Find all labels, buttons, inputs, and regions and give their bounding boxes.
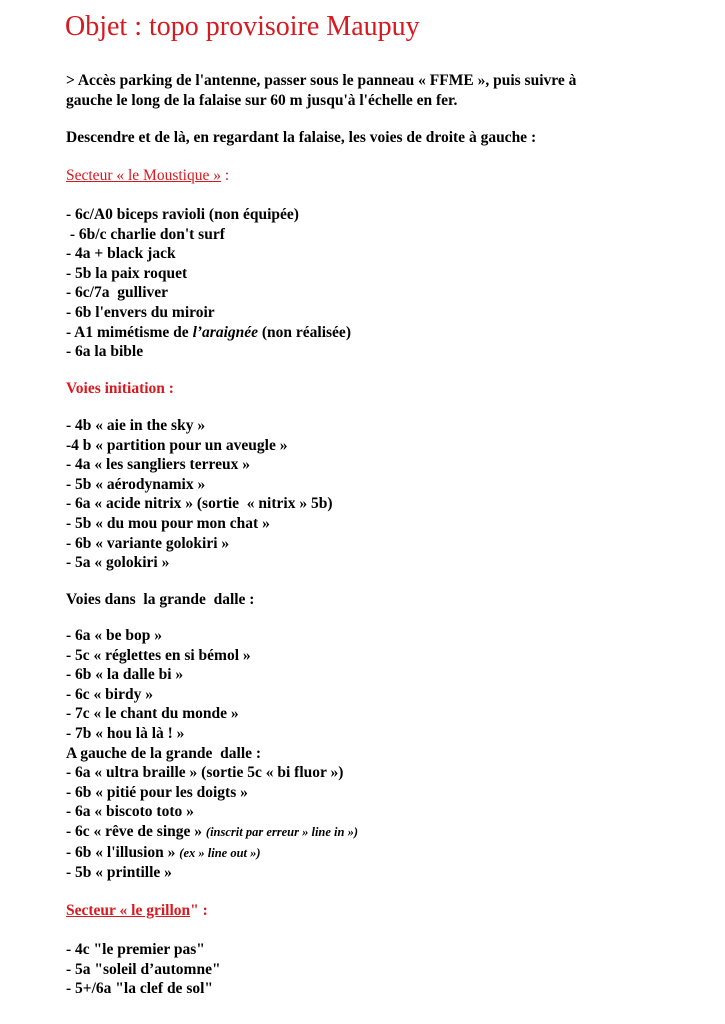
route-item: - 6b l'envers du miroir (66, 303, 215, 321)
route-item: - 4c "le premier pas" (66, 941, 205, 958)
initiation-heading: Voies initiation : (66, 380, 174, 397)
access-paragraph (66, 71, 576, 111)
left-of-dalle-subheading: A gauche de la grande dalle : (66, 744, 262, 762)
route-item-mimetisme (66, 323, 351, 343)
moustique-route-list (66, 205, 351, 362)
sector-grillon-heading (66, 901, 208, 921)
route-item: - 6a « acide nitrix » (sortie « nitrix » 5b) (66, 495, 333, 513)
route-item: - 4a « les sangliers terreux » (66, 456, 250, 474)
sector-grillon-title: Secteur « le grillon (66, 902, 191, 919)
route-text: - 6b « l'illusion » (66, 843, 180, 861)
route-item: - 6b « variante golokiri » (66, 534, 230, 552)
route-item: - 6a « ultra braille » (sortie 5c « bi fluor ») (66, 764, 344, 782)
route-item: - 7b « hou là là ! » (66, 724, 185, 742)
grande-dalle-route-list (66, 626, 358, 883)
route-item: - 6a « biscoto toto » (66, 803, 194, 821)
route-item: - 6a la bible (66, 343, 144, 361)
route-item: - 7c « le chant du monde » (66, 705, 239, 723)
document-title: Objet : topo provisoire Maupuy (65, 11, 420, 42)
initiation-route-list (66, 416, 332, 573)
route-item: - 5a "soleil d’automne" (66, 960, 221, 978)
route-item: - 6a « be bop » (66, 627, 163, 644)
route-item-illusion (66, 843, 358, 864)
route-item: - 6b/c charlie don't surf (66, 225, 225, 243)
route-item: - 5c « réglettes en si bémol » (66, 646, 251, 664)
route-item: - 6b « pitié pour les doigts » (66, 783, 248, 801)
route-text: (non réalisée) (258, 323, 351, 341)
sector-moustique-heading (66, 166, 229, 186)
route-item: -4 b « partition pour un aveugle » (66, 436, 288, 454)
route-text: - 6c « rêve de singe » (66, 822, 206, 840)
route-item: - 6c/7a gulliver (66, 284, 169, 302)
route-item: - 5+/6a "la clef de sol" (66, 980, 214, 998)
route-item: - 5b « printille » (66, 864, 172, 882)
route-note: (ex » line out ») (179, 845, 261, 860)
descend-instruction: Descendre et de là, en regardant la falaise, les voies de droite à gauche : (66, 129, 537, 146)
sector-moustique-title: Secteur « le Moustique » (66, 167, 221, 184)
route-item: - 6c/A0 biceps ravioli (non équipée) (66, 206, 299, 223)
grillon-route-list (66, 940, 221, 999)
route-item-reve (66, 822, 358, 843)
route-item: - 6c « birdy » (66, 685, 153, 703)
route-item: - 5b la paix roquet (66, 264, 188, 282)
route-note: (inscrit par erreur » line in ») (205, 824, 359, 839)
route-text-italic: l’araignée (192, 323, 258, 341)
route-item: - 5a « golokiri » (66, 554, 170, 572)
route-text: - A1 mimétisme de (66, 323, 193, 341)
route-item: - 6b « la dalle bi » (66, 666, 184, 684)
route-item: - 4a + black jack (66, 245, 176, 263)
route-item: - 5b « aérodynamix » (66, 475, 206, 493)
grande-dalle-heading: Voies dans la grande dalle : (66, 591, 255, 608)
route-item: - 5b « du mou pour mon chat » (66, 514, 270, 532)
route-item: - 4b « aie in the sky » (66, 417, 206, 434)
access-line-2: gauche le long de la falaise sur 60 m jusqu'à l'échelle en fer. (66, 92, 458, 109)
sector-grillon-colon: " : (190, 902, 208, 919)
access-line-1: > Accès parking de l'antenne, passer sous le panneau « FFME », puis suivre à (66, 72, 577, 89)
sector-moustique-colon: : (220, 167, 230, 184)
